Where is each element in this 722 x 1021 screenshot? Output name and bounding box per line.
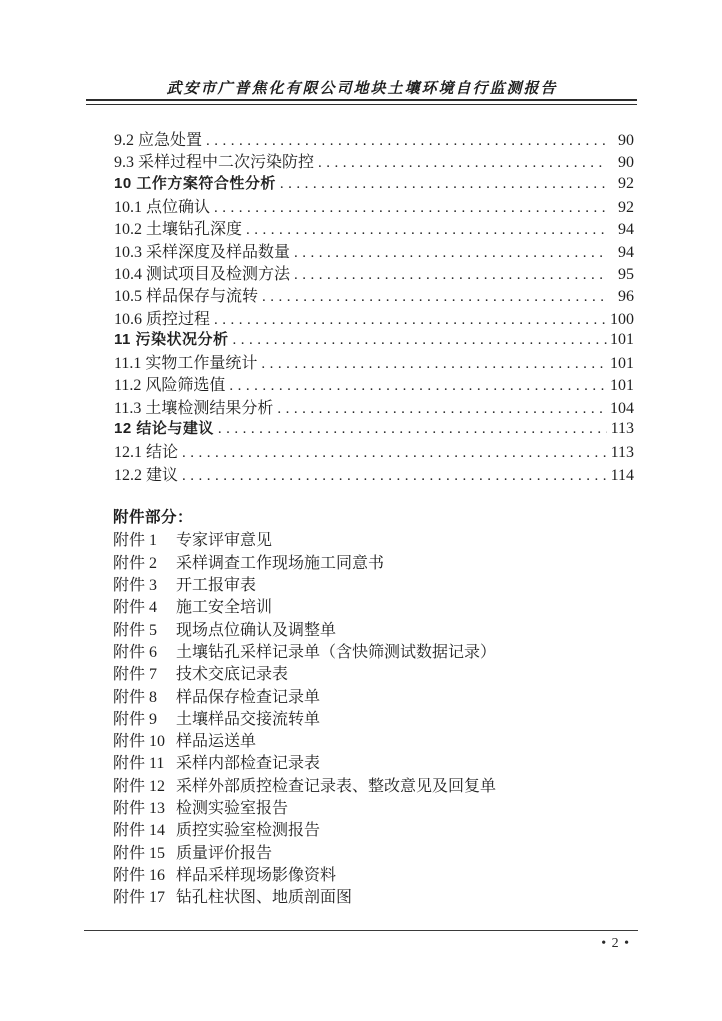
attachment-item (113, 684, 634, 706)
toc-entry (114, 283, 634, 305)
toc-entry-label: 11.1 实物工作量统计 (114, 355, 258, 373)
dot-leader (277, 401, 607, 418)
attachment-number: 附件 15 (113, 844, 166, 862)
attachment-item (113, 550, 634, 572)
toc-entry (114, 350, 634, 372)
dot-leader (214, 312, 607, 329)
dot-leader (229, 378, 607, 395)
attachment-title: 现场点位确认及调整单 (176, 621, 337, 639)
attachment-number: 附件 4 (113, 599, 158, 617)
dot-leader (318, 155, 607, 172)
toc-entry-page: 95 (618, 265, 634, 283)
toc-entry (114, 328, 634, 350)
dot-leader (206, 133, 607, 150)
dot-leader (261, 356, 607, 373)
toc-entry-label: 10.6 质控过程 (114, 310, 211, 328)
attachment-item (113, 817, 634, 839)
footer-divider (84, 930, 638, 931)
attachment-title: 专家评审意见 (176, 532, 273, 550)
attachment-number: 附件 7 (113, 666, 158, 684)
attachment-item (113, 594, 634, 616)
toc-entry-page: 113 (610, 420, 634, 438)
toc-entry (114, 239, 634, 261)
toc-entry-label: 10.1 点位确认 (114, 198, 211, 216)
toc-entry-page: 104 (610, 399, 634, 417)
toc-entry-page: 94 (618, 243, 634, 261)
attachment-title: 检测实验室报告 (176, 800, 289, 818)
toc-entry-page: 92 (618, 198, 634, 216)
attachment-title: 土壤钻孔采样记录单（含快筛测试数据记录） (176, 643, 497, 661)
attachment-item (113, 617, 634, 639)
attachments-section (113, 505, 634, 907)
toc-entry (114, 216, 634, 238)
dot-leader (280, 176, 607, 193)
toc-entry-label: 10.4 测试项目及检测方法 (114, 265, 291, 283)
attachment-number: 附件 16 (113, 867, 166, 884)
toc-entry-page: 101 (610, 355, 634, 373)
attachment-number: 附件 3 (113, 576, 158, 594)
attachment-title: 采样外部质控检查记录表、整改意见及回复单 (176, 777, 497, 795)
toc-entry-label: 12 结论与建议 (114, 420, 214, 438)
attachment-title: 开工报审表 (176, 576, 257, 594)
attachment-number: 附件 10 (113, 733, 166, 751)
dot-leader (214, 200, 607, 217)
attachment-item (113, 639, 634, 661)
attachment-title: 施工安全培训 (176, 599, 273, 617)
toc-entry-page: 114 (610, 466, 634, 484)
attachment-item (113, 884, 634, 906)
toc-entry (114, 127, 634, 149)
toc-entry-page: 90 (618, 132, 634, 149)
attachment-number: 附件 9 (113, 710, 158, 728)
toc-entry (114, 439, 634, 461)
attachment-number: 附件 13 (113, 800, 166, 818)
dot-leader (182, 468, 607, 485)
toc-entry (114, 462, 634, 484)
attachment-item (113, 706, 634, 728)
toc-entry-label: 9.3 采样过程中二次污染防控 (114, 154, 315, 172)
attachment-number: 附件 1 (113, 532, 158, 550)
toc-entry-label: 11.3 土壤检测结果分析 (114, 399, 274, 417)
attachment-number: 附件 14 (113, 822, 166, 840)
toc-entry-label: 11 污染状况分析 (114, 330, 229, 348)
attachment-title: 土壤样品交接流转单 (176, 710, 321, 728)
attachment-number: 附件 17 (113, 889, 166, 907)
attachment-item (113, 527, 634, 549)
attachment-title: 质控实验室检测报告 (176, 822, 321, 840)
attachment-title: 采样内部检查记录表 (176, 755, 321, 773)
toc-entry-page: 96 (618, 288, 634, 306)
toc-entry (114, 372, 634, 394)
attachment-title: 采样调查工作现场施工同意书 (176, 554, 385, 572)
attachment-item (113, 572, 634, 594)
toc-entry-label: 12.2 建议 (114, 466, 179, 484)
toc-entry-page: 90 (618, 154, 634, 172)
attachment-item (113, 795, 634, 817)
toc-entry-label: 9.2 应急处置 (114, 132, 203, 149)
attachment-item (113, 773, 634, 795)
dot-leader (182, 445, 607, 462)
toc-entry (114, 306, 634, 328)
attachment-number: 附件 5 (113, 621, 158, 639)
attachment-title: 质量评价报告 (176, 844, 273, 862)
toc-entry-page: 100 (610, 310, 634, 328)
attachment-title: 样品保存检查记录单 (176, 688, 321, 706)
toc-entry-page: 101 (610, 377, 634, 395)
toc-entry-page: 94 (618, 221, 634, 239)
dot-leader (294, 245, 607, 262)
toc-entry-label: 10.3 采样深度及样品数量 (114, 243, 291, 261)
attachment-title: 样品采样现场影像资料 (176, 867, 337, 884)
toc-entry-label: 12.1 结论 (114, 444, 179, 462)
dot-leader (246, 222, 607, 239)
attachment-item (113, 840, 634, 862)
attachment-number: 附件 11 (113, 755, 165, 773)
toc-entry-page: 92 (618, 174, 634, 192)
dot-leader (262, 289, 607, 306)
attachment-item (113, 728, 634, 750)
toc-entry-page: 113 (610, 444, 634, 462)
attachment-item (113, 750, 634, 772)
toc-entry-page: 101 (610, 330, 634, 348)
attachments-heading: 附件部分： (113, 509, 194, 526)
toc-entry-label: 10 工作方案符合性分析 (114, 174, 276, 192)
header-divider (86, 99, 637, 105)
attachment-number: 附件 2 (113, 554, 158, 572)
toc-entry (114, 417, 634, 439)
attachment-number: 附件 12 (113, 777, 166, 795)
toc-entry-label: 10.5 样品保存与流转 (114, 288, 259, 306)
page-number: • 2 • (601, 936, 630, 951)
attachment-title: 技术交底记录表 (176, 666, 289, 684)
toc-entry (114, 194, 634, 216)
attachment-number: 附件 8 (113, 688, 158, 706)
table-of-contents (114, 127, 634, 484)
attachments-list (113, 527, 634, 906)
attachment-item (113, 862, 634, 884)
dot-leader (294, 267, 607, 284)
dot-leader (233, 332, 607, 349)
dot-leader (218, 421, 607, 438)
toc-entry (114, 261, 634, 283)
attachment-title: 钻孔柱状图、地质剖面图 (176, 889, 353, 907)
page-header-title: 武安市广普焦化有限公司地块土壤环境自行监测报告 (166, 81, 558, 97)
attachment-number: 附件 6 (113, 643, 158, 661)
toc-entry (114, 172, 634, 194)
toc-entry-label: 10.2 土壤钻孔深度 (114, 221, 243, 239)
toc-entry (114, 395, 634, 417)
attachment-item (113, 661, 634, 683)
toc-entry (114, 149, 634, 171)
toc-entry-label: 11.2 风险筛选值 (114, 377, 226, 395)
attachment-title: 样品运送单 (176, 733, 257, 751)
